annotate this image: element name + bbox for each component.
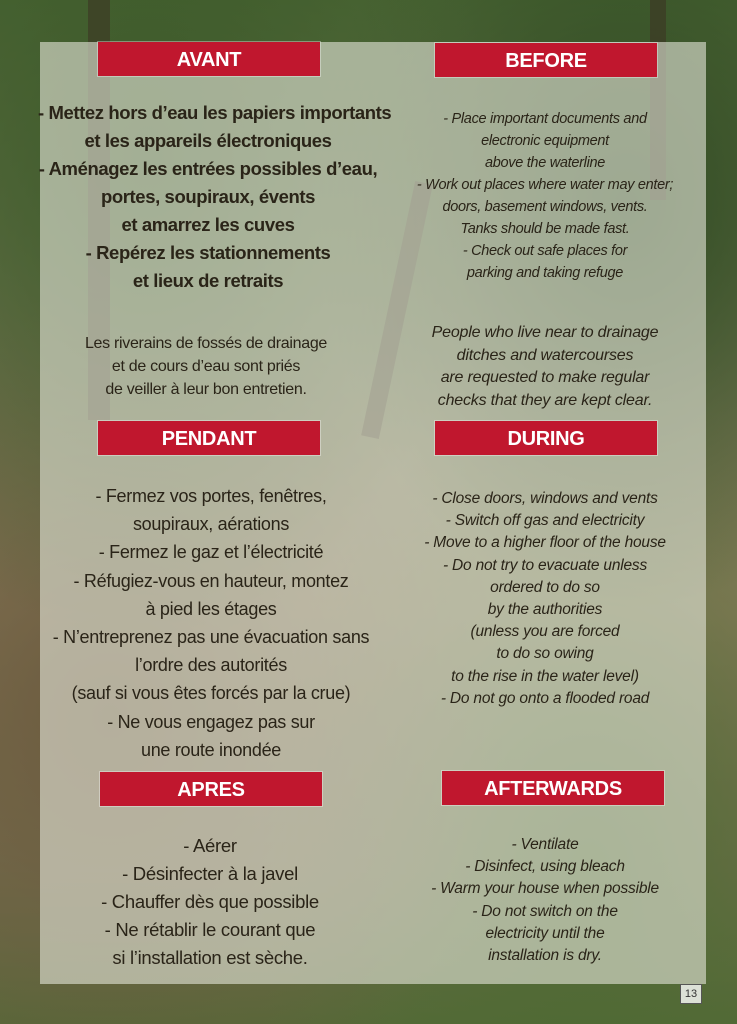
during-line: (unless you are forced bbox=[470, 623, 620, 641]
during-line: ordered to do so bbox=[490, 578, 600, 596]
heading-before: BEFORE bbox=[435, 43, 657, 77]
before-line: electronic equipment bbox=[481, 133, 609, 149]
apres-line: si l’installation est sèche. bbox=[112, 947, 308, 968]
avant-line: - Repérez les stationnements bbox=[85, 242, 331, 263]
afterwards-instructions bbox=[392, 834, 698, 967]
apres-instructions bbox=[50, 832, 370, 972]
before-line: parking and taking refuge bbox=[466, 265, 624, 281]
heading-apres: APRES bbox=[100, 772, 322, 806]
heading-avant: AVANT bbox=[98, 42, 320, 76]
pendant-line: une route inondée bbox=[140, 739, 282, 760]
before-note bbox=[392, 322, 698, 412]
pendant-line: - Ne vous engagez pas sur bbox=[107, 711, 315, 732]
page-number: 13 bbox=[680, 984, 702, 1004]
afterwards-line: - Disinfect, using bleach bbox=[465, 858, 625, 876]
avant-note-line: et de cours d’eau sont priés bbox=[111, 358, 301, 375]
before-line: - Work out places where water may enter; bbox=[416, 177, 674, 193]
during-instructions bbox=[392, 488, 698, 710]
apres-line: - Chauffer dès que possible bbox=[101, 891, 319, 912]
during-line: - Do not try to evacuate unless bbox=[442, 556, 648, 574]
before-line: above the waterline bbox=[484, 155, 606, 171]
avant-note bbox=[48, 332, 364, 401]
apres-line: - Ne rétablir le courant que bbox=[104, 919, 316, 940]
pendant-line: - N’entreprenez pas une évacuation sans bbox=[52, 627, 370, 648]
avant-note-line: de veiller à leur bon entretien. bbox=[105, 381, 307, 398]
during-line: by the authorities bbox=[487, 601, 603, 619]
pendant-line: l’ordre des autorités bbox=[135, 655, 287, 676]
afterwards-line: - Do not switch on the bbox=[472, 902, 618, 920]
before-line: Tanks should be made fast. bbox=[460, 221, 630, 237]
during-line: - Move to a higher floor of the house bbox=[424, 534, 666, 552]
heading-pendant: PENDANT bbox=[98, 421, 320, 455]
avant-instructions bbox=[38, 99, 392, 295]
before-note-line: ditches and watercourses bbox=[456, 346, 634, 364]
avant-line: et lieux de retraits bbox=[132, 270, 284, 291]
pendant-line: - Réfugiez-vous en hauteur, montez bbox=[73, 570, 349, 591]
before-line: - Place important documents and bbox=[443, 111, 647, 127]
before-line: - Check out safe places for bbox=[462, 243, 628, 259]
avant-line: - Aménagez les entrées possibles d’eau, bbox=[38, 158, 378, 179]
during-line: - Switch off gas and electricity bbox=[445, 512, 645, 530]
pendant-line: soupiraux, aérations bbox=[132, 514, 290, 535]
pendant-line: - Fermez vos portes, fenêtres, bbox=[95, 486, 327, 506]
heading-afterwards: AFTERWARDS bbox=[442, 771, 664, 805]
pendant-line: à pied les étages bbox=[145, 598, 277, 619]
afterwards-line: electricity until the bbox=[485, 924, 605, 942]
apres-line: - Aérer bbox=[183, 835, 237, 856]
during-line: to do so owing bbox=[496, 645, 594, 663]
afterwards-line: - Warm your house when possible bbox=[431, 880, 659, 898]
apres-line: - Désinfecter à la javel bbox=[122, 863, 298, 884]
afterwards-line: installation is dry. bbox=[488, 947, 602, 965]
pendant-instructions bbox=[36, 482, 386, 764]
pendant-line: - Fermez le gaz et l’électricité bbox=[98, 542, 324, 563]
before-instructions bbox=[392, 108, 698, 284]
heading-during: DURING bbox=[435, 421, 657, 455]
during-line: to the rise in the water level) bbox=[451, 667, 639, 685]
before-note-line: are requested to make regular bbox=[440, 369, 650, 386]
avant-note-line: Les riverains de fossés de drainage bbox=[84, 335, 328, 352]
avant-line: et les appareils électroniques bbox=[84, 130, 332, 151]
during-line: - Close doors, windows and vents bbox=[432, 490, 658, 507]
avant-line: et amarrez les cuves bbox=[121, 214, 295, 235]
during-line: - Do not go onto a flooded road bbox=[440, 689, 650, 707]
avant-line: - Mettez hors d’eau les papiers importants bbox=[38, 102, 392, 123]
pendant-line: (sauf si vous êtes forcés par la crue) bbox=[71, 683, 351, 704]
avant-line: portes, soupiraux, évents bbox=[100, 186, 316, 207]
before-line: doors, basement windows, vents. bbox=[442, 199, 648, 215]
afterwards-line: - Ventilate bbox=[511, 836, 579, 853]
before-note-line: People who live near to drainage bbox=[431, 324, 659, 341]
before-note-line: checks that they are kept clear. bbox=[437, 391, 653, 409]
